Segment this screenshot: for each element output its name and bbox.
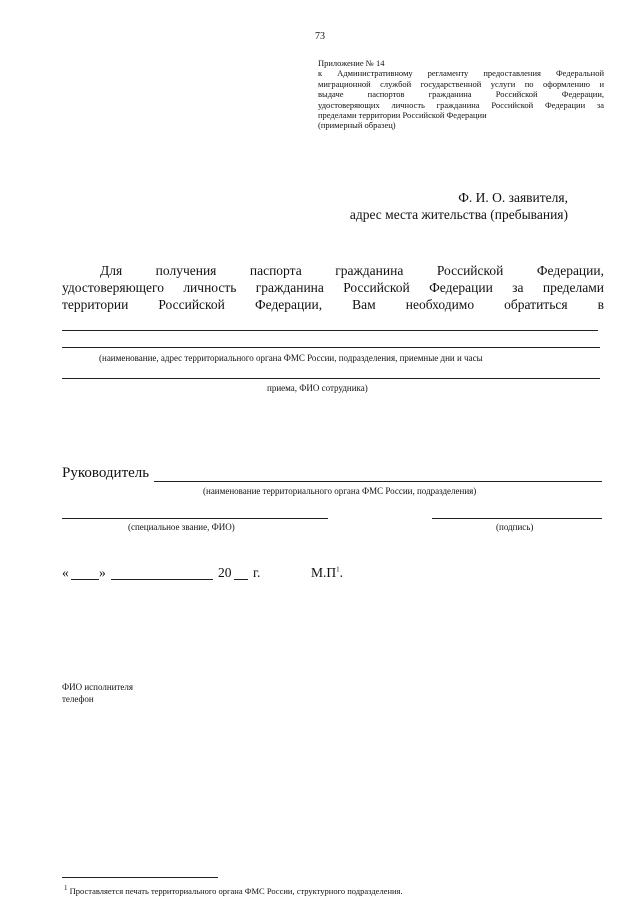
appendix-line: выдаче паспортов гражданина Российской Федерации, xyxy=(318,89,604,100)
caption-rank-name: (специальное звание, ФИО) xyxy=(128,522,235,532)
appendix-line: удостоверяющих личность гражданина Российской Федерации за xyxy=(318,99,604,110)
caption-organ-cont: приема, ФИО сотрудника) xyxy=(267,383,368,393)
notice-text xyxy=(62,262,604,313)
executor-name-label: ФИО исполнителя xyxy=(62,682,134,692)
notice-line: Для получения паспорта гражданина Российской Федерации, xyxy=(100,263,604,278)
date-close-quote: » xyxy=(99,565,106,580)
head-label: Руководитель xyxy=(62,465,150,481)
stamp-text: М.П xyxy=(311,565,337,580)
fill-line-year[interactable] xyxy=(234,579,248,580)
stamp-footnote-mark: 1 xyxy=(336,565,340,574)
caption-organ: (наименование, адрес территориального органа ФМС России, подразделения, приемные дни и часы xyxy=(99,353,483,363)
appendix-line: миграционной службой государственной услуги по оформлению и xyxy=(318,78,604,89)
fill-line-head[interactable] xyxy=(154,481,602,482)
fill-line-signature[interactable] xyxy=(432,518,602,519)
addressee-name: Ф. И. О. заявителя, xyxy=(458,190,568,205)
appendix-line: к Административному регламенту предоставления Федеральной xyxy=(318,68,604,79)
addressee-address: адрес места жительства (пребывания) xyxy=(349,207,568,222)
footnote-text: Проставляется печать территориального органа ФМС России, структурного подразделения. xyxy=(69,885,403,896)
fill-line-month[interactable] xyxy=(111,579,213,580)
footnote-separator xyxy=(62,877,218,878)
fill-line-day[interactable] xyxy=(71,579,99,580)
date-year-suffix: г. xyxy=(253,565,261,580)
stamp-label: $М.П^1$. xyxy=(311,565,344,580)
fill-line-organ-1[interactable] xyxy=(62,330,598,331)
appendix-note: (примерный образец) xyxy=(318,120,396,131)
fill-line-organ-3[interactable] xyxy=(62,378,600,379)
notice-line: удостоверяющего личность гражданина Российской Федерации за пределами xyxy=(62,280,604,295)
notice-line: территории Российской Федерации, Вам необходимо обратиться в xyxy=(62,297,604,312)
date-year-prefix: 20 xyxy=(218,565,232,580)
footnote xyxy=(64,884,403,896)
caption-head-organ: (наименование территориального органа ФМС России, подразделения) xyxy=(203,486,477,496)
executor-phone-label: телефон xyxy=(62,694,94,704)
fill-line-organ-2[interactable] xyxy=(62,347,600,348)
appendix-title: Приложение № 14 xyxy=(318,58,385,68)
appendix-header xyxy=(318,58,604,131)
caption-signature: (подпись) xyxy=(496,522,534,532)
executor-block xyxy=(62,681,133,705)
addressee-block xyxy=(350,189,568,223)
fill-line-rank-name[interactable] xyxy=(62,518,328,519)
footnote-mark: 1 xyxy=(64,884,68,892)
appendix-line: пределами территории Российской Федерации xyxy=(318,110,487,121)
page-number: 73 xyxy=(315,31,325,42)
date-open-quote: « xyxy=(62,565,69,580)
